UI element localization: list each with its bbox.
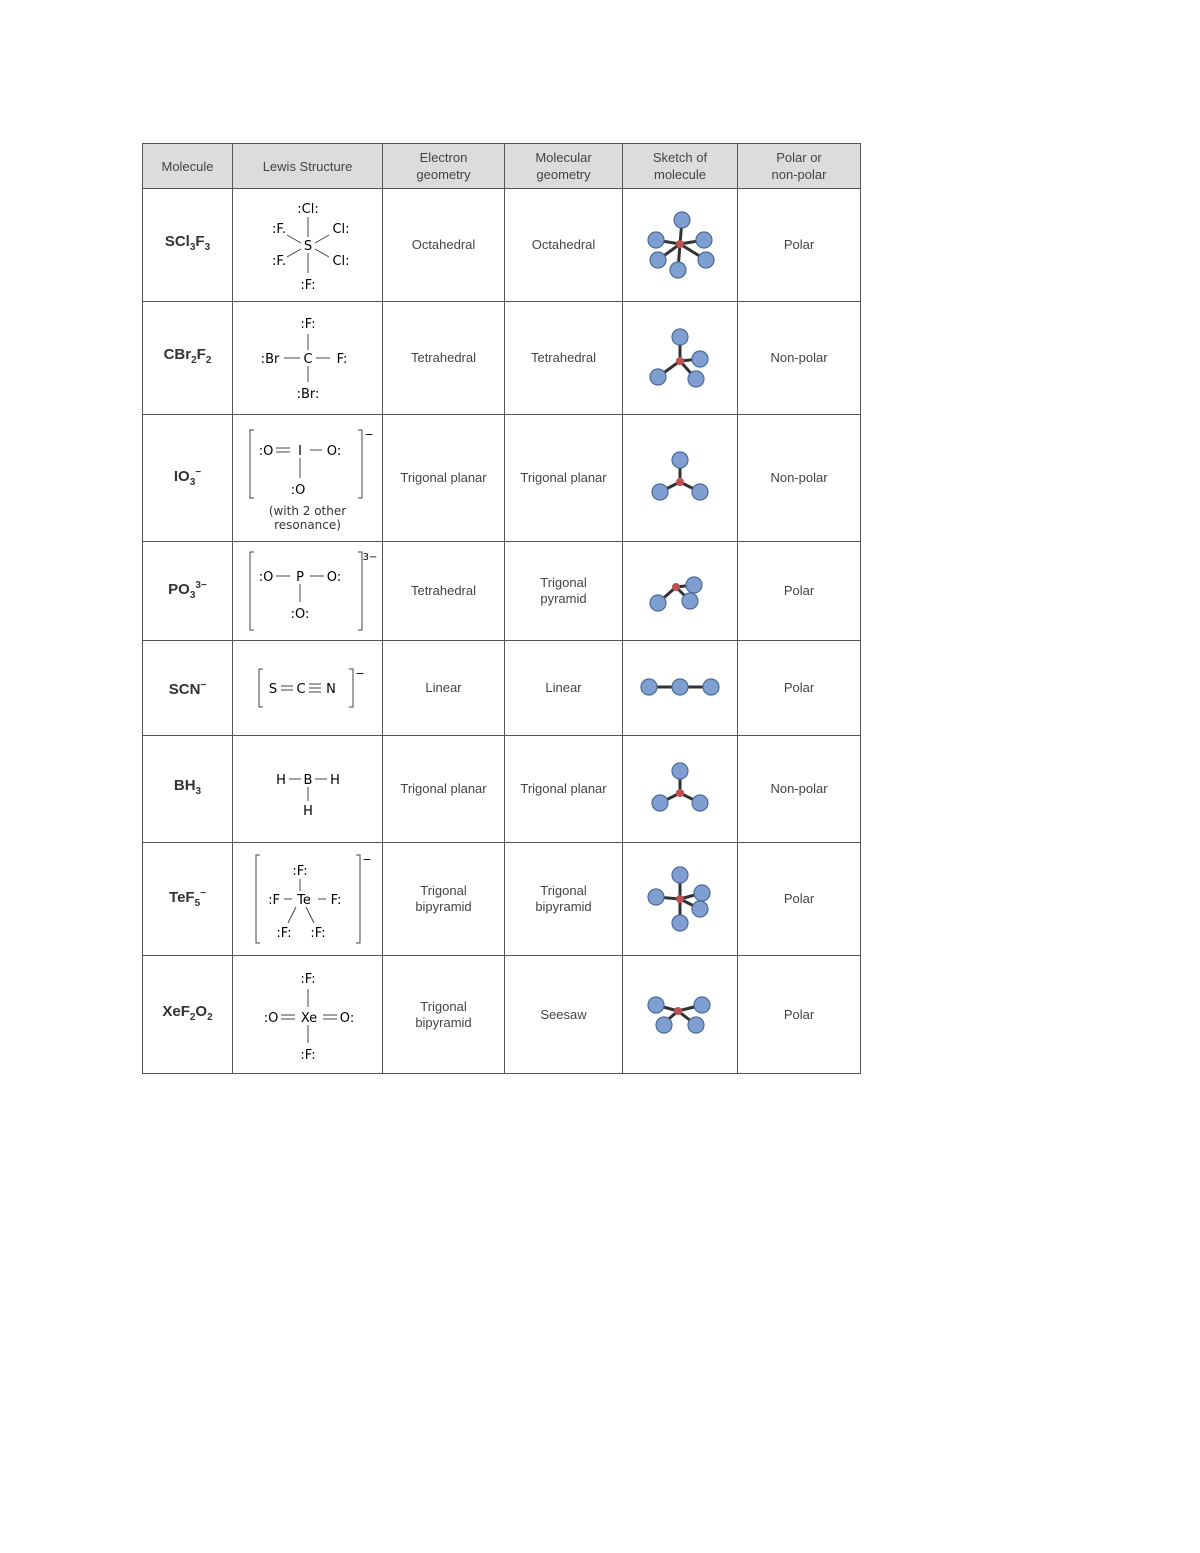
lewis-diagram-scl3f3: [253, 195, 363, 295]
molecule-formula: $BH_3$: [143, 736, 233, 843]
svg-text::F:: :F:: [299, 971, 316, 987]
svg-text:F:: F:: [330, 893, 341, 908]
ball-stick-trigonal-planar: [640, 757, 720, 821]
electron-geometry: Trigonal planar: [383, 415, 505, 542]
svg-text::Br: :Br: [260, 352, 279, 367]
lewis-structure: [233, 641, 383, 736]
svg-text::O: :O: [290, 483, 305, 498]
svg-text:−: −: [354, 667, 365, 680]
molecular-geometry: Tetrahedral: [505, 302, 623, 415]
header-polarity: Polar or non-polar: [738, 144, 861, 189]
molecule-formula: $IO_3^-$: [143, 415, 233, 542]
svg-text::Br:: :Br:: [296, 387, 319, 402]
molecule-formula: $PO_3^{3-}$: [143, 542, 233, 641]
header-molecule: Molecule: [143, 144, 233, 189]
svg-text:H: H: [302, 804, 313, 819]
polarity: Non-polar: [738, 302, 861, 415]
molecule-sketch: [623, 956, 738, 1074]
lewis-diagram-bh3: [253, 759, 363, 819]
header-electron-geometry: Electron geometry: [383, 144, 505, 189]
molecular-geometry: Seesaw: [505, 956, 623, 1074]
svg-text::F.: :F.: [271, 222, 286, 237]
molecule-geometry-table: [142, 143, 861, 1074]
polarity: Non-polar: [738, 736, 861, 843]
molecular-geometry: Trigonal pyramid: [505, 542, 623, 641]
header-sketch: Sketch of molecule: [623, 144, 738, 189]
lewis-diagram-tef5: [238, 849, 378, 949]
lewis-diagram-scn: [243, 663, 373, 713]
table-row: [143, 302, 861, 415]
ball-stick-octahedral: [640, 210, 720, 280]
molecular-geometry: Trigonal planar: [505, 415, 623, 542]
svg-text::F:: :F:: [309, 926, 326, 941]
molecule-sketch: [623, 415, 738, 542]
svg-text:Cl:: Cl:: [331, 222, 350, 237]
ball-stick-tetrahedral: [640, 323, 720, 393]
lewis-structure: [233, 542, 383, 641]
table-row: [143, 542, 861, 641]
polarity: Non-polar: [738, 415, 861, 542]
molecule-formula: $CBr_2F_2$: [143, 302, 233, 415]
svg-text::F.: :F.: [271, 254, 286, 269]
svg-text:O:: O:: [339, 1010, 354, 1026]
lewis-structure: [233, 736, 383, 843]
molecule-formula: SCN−: [143, 641, 233, 736]
svg-text::O:: :O:: [290, 607, 309, 622]
svg-text::F: :F: [267, 893, 280, 908]
molecular-geometry: Trigonal bipyramid: [505, 843, 623, 956]
polarity: Polar: [738, 956, 861, 1074]
svg-text:I: I: [297, 444, 302, 459]
lewis-structure: [233, 189, 383, 302]
table-row: [143, 736, 861, 843]
lewis-structure: [233, 843, 383, 956]
svg-text:−: −: [363, 428, 374, 441]
lewis-structure: [233, 302, 383, 415]
molecule-formula: $SCl_3F_3$: [143, 189, 233, 302]
svg-text:C: C: [302, 352, 313, 367]
svg-text::F:: :F:: [299, 317, 316, 332]
lewis-structure: [233, 415, 383, 542]
table-row: [143, 843, 861, 956]
table-row: [143, 641, 861, 736]
ball-stick-linear: [635, 673, 725, 703]
header-molecular-geometry: Molecular geometry: [505, 144, 623, 189]
svg-text::F:: :F:: [299, 1047, 316, 1063]
table-header-row: [143, 144, 861, 189]
svg-text::O: :O: [258, 570, 273, 585]
ball-stick-seesaw: [640, 987, 720, 1043]
molecular-geometry: Trigonal planar: [505, 736, 623, 843]
svg-text:−: −: [361, 853, 372, 866]
molecule-sketch: [623, 641, 738, 736]
header-lewis-structure: Lewis Structure: [233, 144, 383, 189]
svg-text::O: :O: [263, 1010, 278, 1026]
molecule-formula: $XeF_2O_2$: [143, 956, 233, 1074]
svg-text::O: :O: [258, 444, 273, 459]
molecule-sketch: [623, 189, 738, 302]
electron-geometry: Trigonal bipyramid: [383, 843, 505, 956]
svg-text:3−: 3−: [362, 552, 377, 563]
svg-text:P: P: [295, 570, 304, 585]
svg-text:N: N: [325, 682, 336, 697]
svg-text:B: B: [303, 773, 312, 788]
table-row: [143, 189, 861, 302]
ball-stick-trigonal-pyramid: [640, 561, 720, 621]
lewis-diagram-io3: [238, 424, 378, 504]
polarity: Polar: [738, 843, 861, 956]
lewis-structure: [233, 956, 383, 1074]
table-row: [143, 956, 861, 1074]
electron-geometry: Trigonal planar: [383, 736, 505, 843]
svg-text:H: H: [329, 773, 340, 788]
molecule-sketch: [623, 302, 738, 415]
ball-stick-trigonal-bipyramid: [640, 863, 720, 935]
molecule-sketch: [623, 542, 738, 641]
polarity: Polar: [738, 542, 861, 641]
svg-text:Te: Te: [296, 893, 311, 908]
molecular-geometry: Octahedral: [505, 189, 623, 302]
electron-geometry: Tetrahedral: [383, 302, 505, 415]
molecule-sketch: [623, 736, 738, 843]
svg-text::Cl:: :Cl:: [296, 202, 319, 217]
svg-text:C: C: [295, 682, 306, 697]
electron-geometry: Trigonal bipyramid: [383, 956, 505, 1074]
svg-text::F:: :F:: [291, 864, 308, 879]
svg-text:S: S: [303, 239, 312, 254]
svg-text:H: H: [275, 773, 286, 788]
molecule-formula: TeF$_5$−: [143, 843, 233, 956]
electron-geometry: Tetrahedral: [383, 542, 505, 641]
table-row: [143, 415, 861, 542]
resonance-note: (with 2 other resonance): [268, 504, 347, 532]
lewis-diagram-cbr2f2: [248, 310, 368, 406]
polarity: Polar: [738, 189, 861, 302]
ball-stick-trigonal-planar: [640, 446, 720, 510]
svg-text:O:: O:: [326, 570, 341, 585]
svg-text:Cl:: Cl:: [331, 254, 350, 269]
svg-text::F:: :F:: [299, 278, 316, 293]
svg-text:Xe: Xe: [300, 1010, 317, 1026]
molecular-geometry: Linear: [505, 641, 623, 736]
svg-text::F:: :F:: [275, 926, 292, 941]
electron-geometry: Linear: [383, 641, 505, 736]
svg-text:F:: F:: [336, 352, 347, 367]
svg-text:O:: O:: [326, 444, 341, 459]
electron-geometry: Octahedral: [383, 189, 505, 302]
lewis-diagram-po3: [238, 546, 378, 636]
molecule-table-container: [142, 143, 860, 1074]
polarity: Polar: [738, 641, 861, 736]
svg-text:S: S: [268, 682, 277, 697]
lewis-diagram-xef2o2: [243, 963, 373, 1067]
molecule-sketch: [623, 843, 738, 956]
